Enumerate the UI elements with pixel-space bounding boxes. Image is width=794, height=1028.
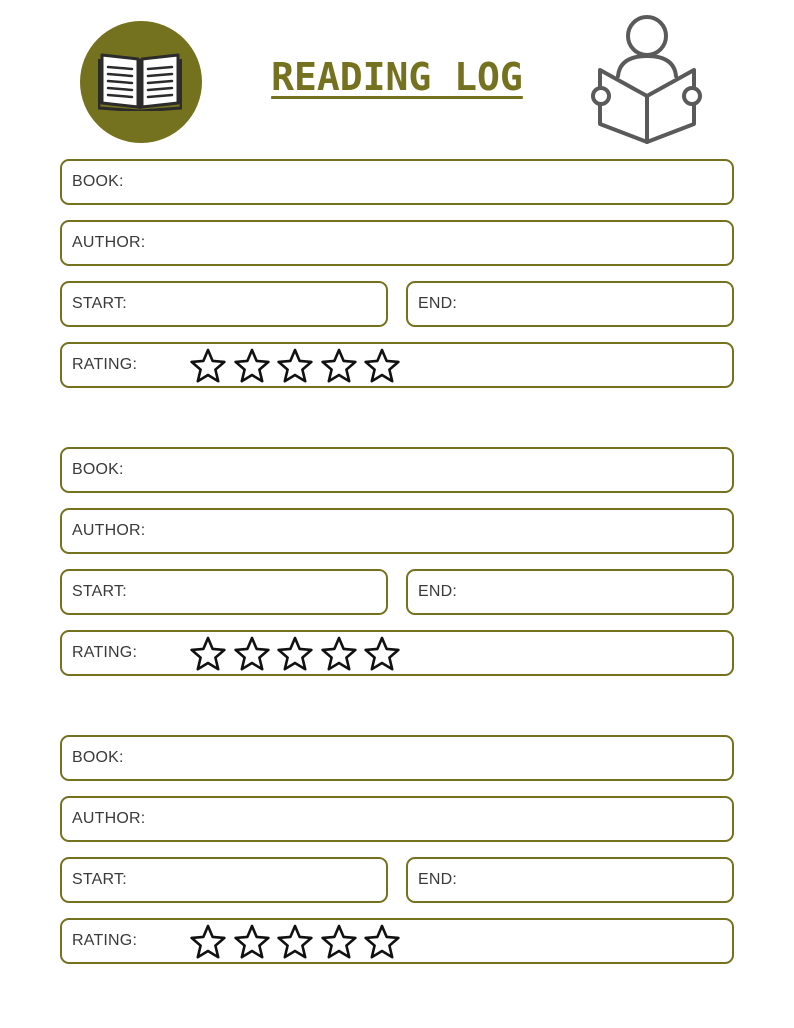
- rating-field: [60, 630, 734, 676]
- end-label: END:: [418, 295, 458, 312]
- star-icon[interactable]: [321, 924, 357, 960]
- reading-entry: [60, 159, 734, 389]
- book-label: BOOK:: [72, 749, 124, 766]
- book-field[interactable]: [60, 159, 734, 205]
- author-label: AUTHOR:: [72, 234, 146, 251]
- star-icon[interactable]: [234, 636, 270, 672]
- rating-label: RATING:: [72, 932, 138, 949]
- rating-field: [60, 918, 734, 964]
- start-label: START:: [72, 871, 127, 888]
- star-icon[interactable]: [321, 636, 357, 672]
- book-field[interactable]: [60, 735, 734, 781]
- star-icon[interactable]: [190, 348, 226, 384]
- start-date-field[interactable]: [60, 569, 388, 615]
- end-date-field[interactable]: [406, 569, 734, 615]
- reading-entry: [60, 735, 734, 965]
- star-icon[interactable]: [364, 924, 400, 960]
- book-field[interactable]: [60, 447, 734, 493]
- star-icon[interactable]: [277, 636, 313, 672]
- start-label: START:: [72, 583, 127, 600]
- star-icon[interactable]: [321, 348, 357, 384]
- author-label: AUTHOR:: [72, 810, 146, 827]
- page-header: [0, 0, 794, 150]
- rating-label: RATING:: [72, 356, 138, 373]
- star-icon[interactable]: [234, 348, 270, 384]
- end-label: END:: [418, 583, 458, 600]
- star-icon[interactable]: [190, 636, 226, 672]
- star-icon[interactable]: [190, 924, 226, 960]
- author-field[interactable]: [60, 508, 734, 554]
- rating-label: RATING:: [72, 644, 138, 661]
- start-date-field[interactable]: [60, 281, 388, 327]
- author-field[interactable]: [60, 220, 734, 266]
- end-label: END:: [418, 871, 458, 888]
- star-icon[interactable]: [234, 924, 270, 960]
- star-icon[interactable]: [277, 924, 313, 960]
- person-reading-icon: [590, 14, 702, 144]
- book-label: BOOK:: [72, 461, 124, 478]
- star-icon[interactable]: [364, 636, 400, 672]
- start-date-field[interactable]: [60, 857, 388, 903]
- star-icon[interactable]: [364, 348, 400, 384]
- reading-entry: [60, 447, 734, 677]
- rating-field: [60, 342, 734, 388]
- author-field[interactable]: [60, 796, 734, 842]
- end-date-field[interactable]: [406, 281, 734, 327]
- author-label: AUTHOR:: [72, 522, 146, 539]
- book-label: BOOK:: [72, 173, 124, 190]
- end-date-field[interactable]: [406, 857, 734, 903]
- page-title: READING LOG: [271, 55, 523, 99]
- star-icon[interactable]: [277, 348, 313, 384]
- start-label: START:: [72, 295, 127, 312]
